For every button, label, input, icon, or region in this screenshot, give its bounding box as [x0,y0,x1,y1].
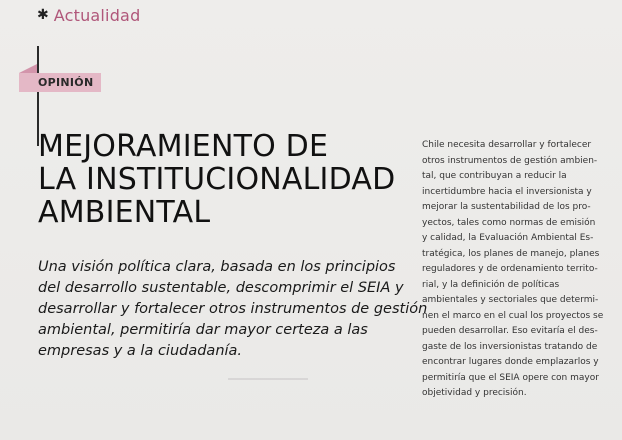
lead-line: del desarrollo sustentable, descomprimir el SEIA y [38,280,404,296]
body-line: tratégica, los planes de manejo, planes [422,248,600,259]
body-line: gaste de los inversionistas tratando de [422,341,598,352]
section-header [37,6,140,25]
body-line: ambientales y sectoriales que determi- [422,295,599,305]
body-line: y calidad, la Evaluación Ambiental Es- [422,233,594,243]
opinion-badge-label: OPINIÓN [38,76,94,89]
article-headline [38,130,398,229]
lead-line: empresas y a la ciudadanía. [38,343,243,359]
headline-line: AMBIENTAL [38,195,211,230]
body-line: permitiría que el SEIA opere con mayor [422,372,599,383]
body-line: otros instrumentos de gestión ambien- [422,155,598,166]
lead-line: ambiental, permitiría dar mayor certeza a las [38,322,368,338]
body-line: objetividad y precisión. [422,388,527,398]
body-line: pueden desarrollar. Eso evitaría el des- [422,326,598,336]
section-label: Actualidad [53,6,141,25]
article-lead [38,257,428,362]
body-line: reguladores y de ordenamiento territo- [422,264,598,274]
lead-line: desarrollar y fortalecer otros instrumentos de gestión [38,301,428,317]
lead-line: Una visión política clara, basada en los principios [38,259,396,275]
print-smudge [228,378,308,380]
headline-line: LA INSTITUCIONALIDAD [38,162,396,197]
body-line: tal, que contribuyan a reducir la [422,171,567,181]
body-line: encontrar lugares donde emplazarlos y [422,357,599,367]
body-line: yectos, tales como normas de emisión [422,217,596,228]
body-line: mejorar la sustentabilidad de los pro- [422,202,591,212]
opinion-badge [19,73,101,92]
star-icon: ✱ [37,6,49,23]
body-line: nen el marco en el cual los proyectos se [422,310,604,321]
body-line: rial, y la definición de políticas [422,279,560,290]
body-line: incertidumbre hacia el inversionista y [422,186,592,197]
article-body-column [422,138,602,402]
body-line: Chile necesita desarrollar y fortalecer [422,140,592,150]
headline-line: MEJORAMIENTO DE [38,129,329,164]
badge-notch [19,64,37,73]
